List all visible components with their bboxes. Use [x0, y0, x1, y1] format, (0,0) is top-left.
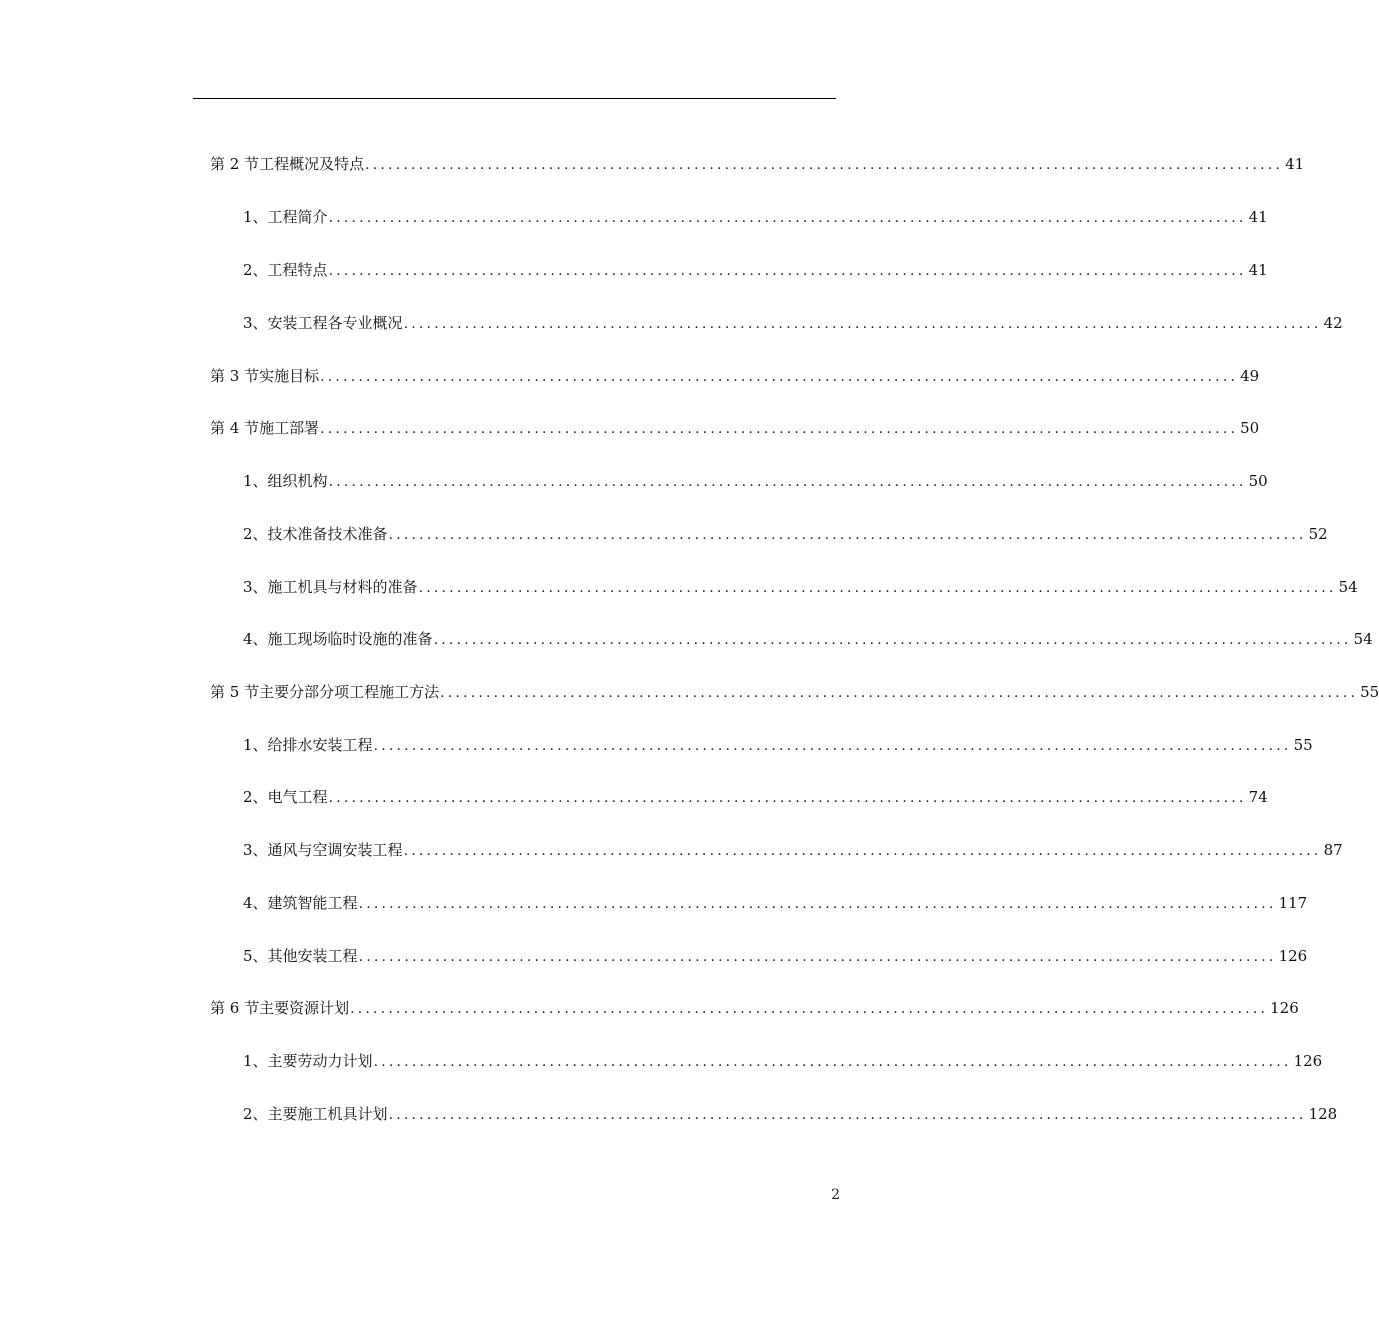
toc-dot-leader: ........................................................................................................................	[328, 263, 1247, 279]
toc-entry-page: 126	[1270, 999, 1299, 1017]
toc-entry[interactable]	[0, 996, 1299, 1020]
toc-entry-page: 117	[1278, 894, 1308, 912]
toc-entry-title: 主要资源计划	[259, 999, 350, 1017]
page-number: 2	[831, 1187, 840, 1203]
toc-dot-leader: ........................................................................................................................	[418, 580, 1337, 596]
toc-entry-number: 3、	[243, 314, 268, 332]
toc-entry-page: 55	[1293, 736, 1313, 754]
toc-entry-title: 给排水安装工程	[267, 736, 373, 754]
toc-entry-title: 建筑智能工程	[267, 894, 358, 912]
toc-dot-leader: ........................................................................................................................	[328, 210, 1247, 226]
toc-dot-leader: ........................................................................................................................	[388, 1107, 1307, 1123]
toc-entry-page: 42	[1323, 314, 1343, 332]
toc-entry-number: 3、	[243, 578, 268, 596]
toc-entry-page: 87	[1323, 841, 1343, 859]
toc-entry-title: 通风与空调安装工程	[267, 841, 403, 859]
toc-entry-number: 4、	[243, 630, 268, 648]
toc-entry-page: 41	[1248, 208, 1268, 226]
toc-entry-page: 54	[1338, 578, 1358, 596]
toc-entry-page: 52	[1308, 525, 1328, 543]
toc-entry-title: 主要施工机具计划	[267, 1105, 388, 1123]
toc-entry-page: 41	[1285, 155, 1305, 173]
toc-entry-page: 54	[1353, 630, 1373, 648]
toc-dot-leader: ........................................................................................................................	[365, 157, 1284, 173]
toc-entry[interactable]	[0, 205, 1268, 229]
toc-dot-leader: ........................................................................................................................	[403, 316, 1322, 332]
toc-entry-page: 50	[1248, 472, 1268, 490]
toc-dot-leader: ........................................................................................................................	[440, 685, 1359, 701]
toc-dot-leader: ........................................................................................................................	[403, 843, 1322, 859]
toc-entry[interactable]	[0, 311, 1343, 335]
toc-entry[interactable]	[0, 785, 1268, 809]
toc-entry[interactable]	[0, 733, 1313, 757]
toc-dot-leader: ........................................................................................................................	[320, 421, 1239, 437]
toc-entry-title: 其他安装工程	[267, 947, 358, 965]
toc-dot-leader: ........................................................................................................................	[358, 949, 1277, 965]
toc-entry-title: 主要分部分项工程施工方法	[259, 683, 440, 701]
toc-entry-number: 第 4 节	[210, 419, 260, 437]
toc-entry-title: 安装工程各专业概况	[267, 314, 403, 332]
toc-entry-number: 4、	[243, 894, 268, 912]
toc-entry-title: 工程概况及特点	[259, 155, 365, 173]
toc-entry-number: 1、	[243, 736, 268, 754]
toc-entry-page: 50	[1240, 419, 1260, 437]
toc-entry-title: 施工部署	[259, 419, 320, 437]
toc-entry-page: 49	[1240, 367, 1260, 385]
toc-entry-number: 第 2 节	[210, 155, 260, 173]
toc-entry-title: 电气工程	[267, 788, 328, 806]
toc-entry[interactable]	[0, 627, 1373, 651]
toc-dot-leader: ........................................................................................................................	[388, 527, 1307, 543]
toc-entry[interactable]	[0, 522, 1328, 546]
toc-entry-number: 1、	[243, 1052, 268, 1070]
toc-dot-leader: ........................................................................................................................	[373, 1054, 1292, 1070]
toc-entry-page: 126	[1278, 947, 1308, 965]
toc-entry-title: 实施目标	[259, 367, 320, 385]
toc-entry-number: 1、	[243, 472, 268, 490]
toc-entry-number: 1、	[243, 208, 268, 226]
toc-dot-leader: ........................................................................................................................	[358, 896, 1277, 912]
toc-entry-number: 第 3 节	[210, 367, 260, 385]
toc-dot-leader: ........................................................................................................................	[350, 1001, 1269, 1017]
toc-entry-number: 5、	[243, 947, 268, 965]
toc-entry-title: 工程特点	[267, 261, 328, 279]
toc-entry-page: 128	[1308, 1105, 1338, 1123]
toc-entry-number: 第 6 节	[210, 999, 260, 1017]
toc-entry-page: 55	[1360, 683, 1379, 701]
toc-dot-leader: ........................................................................................................................	[373, 738, 1292, 754]
toc-dot-leader: ........................................................................................................................	[433, 632, 1352, 648]
header-rule	[193, 98, 836, 99]
toc-entry-number: 3、	[243, 841, 268, 859]
toc-entry-number: 第 5 节	[210, 683, 260, 701]
toc-entry[interactable]	[0, 838, 1343, 862]
toc-entry-number: 2、	[243, 261, 268, 279]
toc-entry-page: 41	[1248, 261, 1268, 279]
toc-entry-number: 2、	[243, 788, 268, 806]
toc-dot-leader: ........................................................................................................................	[328, 474, 1247, 490]
toc-entry[interactable]	[0, 364, 1260, 388]
toc-dot-leader: ........................................................................................................................	[328, 790, 1247, 806]
toc-entry-title: 施工机具与材料的准备	[267, 578, 418, 596]
toc-entry[interactable]	[0, 416, 1260, 440]
toc-entry-title: 工程简介	[267, 208, 328, 226]
toc-entry[interactable]	[0, 1102, 1338, 1126]
toc-entry-number: 2、	[243, 1105, 268, 1123]
toc-entry-title: 组织机构	[267, 472, 328, 490]
toc-entry[interactable]	[0, 944, 1308, 968]
toc-entry[interactable]	[0, 680, 1379, 704]
toc-entry-number: 2、	[243, 525, 268, 543]
toc-entry-title: 施工现场临时设施的准备	[267, 630, 433, 648]
toc-entry[interactable]	[0, 258, 1268, 282]
toc-entry[interactable]	[0, 469, 1268, 493]
toc-entry[interactable]	[0, 152, 1305, 176]
toc-entry[interactable]	[0, 575, 1358, 599]
toc-entry-title: 主要劳动力计划	[267, 1052, 373, 1070]
toc-entry[interactable]	[0, 1049, 1323, 1073]
toc-entry[interactable]	[0, 891, 1308, 915]
toc-dot-leader: ........................................................................................................................	[320, 369, 1239, 385]
toc-entry-page: 74	[1248, 788, 1268, 806]
toc-entry-page: 126	[1293, 1052, 1323, 1070]
toc-entry-title: 技术准备技术准备	[267, 525, 388, 543]
